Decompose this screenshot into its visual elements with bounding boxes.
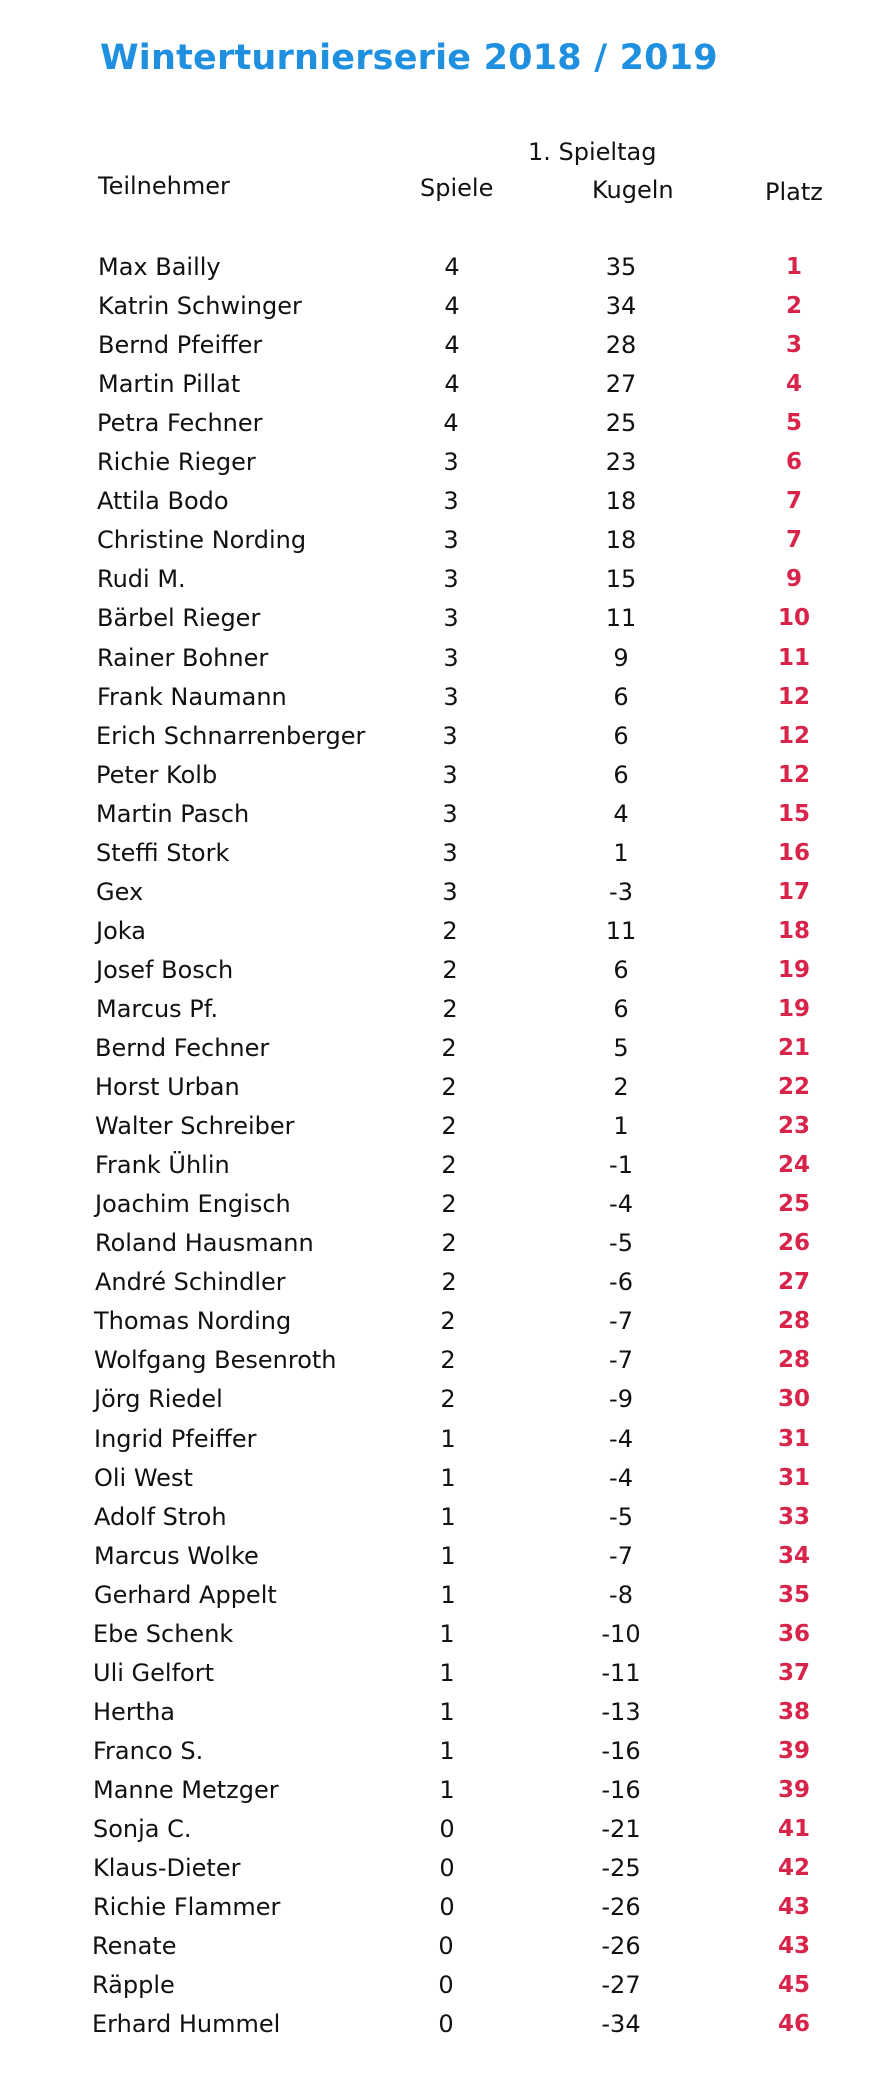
- participant-name: Josef Bosch: [96, 955, 234, 984]
- participant-name: André Schindler: [95, 1268, 286, 1297]
- rank: 21: [777, 1035, 810, 1061]
- column-header-spiele: Spiele: [420, 174, 494, 202]
- rank: 12: [777, 722, 810, 749]
- rank: 2: [785, 293, 802, 320]
- ball-score: 18: [605, 526, 637, 555]
- games-played: 1: [440, 1502, 456, 1531]
- games-played: 3: [442, 877, 458, 906]
- games-played: 3: [443, 565, 459, 594]
- rank: 7: [785, 488, 802, 515]
- ball-score: 6: [613, 682, 629, 711]
- table-row: [0, 643, 877, 681]
- games-played: 2: [442, 994, 458, 1023]
- rank: 4: [785, 371, 802, 398]
- rank: 25: [777, 1191, 810, 1218]
- participant-name: Martin Pasch: [96, 799, 250, 828]
- ball-score: 1: [613, 838, 629, 867]
- ball-score: -34: [601, 2010, 641, 2039]
- games-played: 3: [443, 643, 459, 672]
- ball-score: 6: [613, 955, 629, 984]
- participant-name: Martin Pillat: [98, 370, 241, 399]
- table-row: [0, 1384, 877, 1422]
- participant-name: Bärbel Rieger: [97, 604, 261, 633]
- participant-name: Franco S.: [93, 1736, 204, 1765]
- table-row: [0, 916, 877, 954]
- participant-name: Klaus-Dieter: [93, 1854, 241, 1883]
- rank: 1: [785, 254, 802, 280]
- games-played: 3: [443, 448, 459, 477]
- participant-name: Peter Kolb: [96, 760, 218, 789]
- ball-score: -16: [601, 1736, 641, 1765]
- ball-score: 2: [613, 1073, 629, 1102]
- games-played: 1: [440, 1580, 456, 1609]
- participant-name: Erhard Hummel: [92, 2010, 281, 2039]
- ball-score: -6: [609, 1268, 633, 1297]
- participant-name: Hertha: [93, 1697, 176, 1726]
- ball-score: -4: [609, 1190, 633, 1219]
- participant-name: Manne Metzger: [93, 1775, 279, 1804]
- rank: 7: [785, 527, 802, 554]
- ball-score: 5: [613, 1034, 629, 1062]
- rank: 36: [777, 1620, 810, 1647]
- participant-name: Oli West: [94, 1463, 193, 1492]
- participant-name: Bernd Fechner: [95, 1034, 270, 1062]
- table-row: [0, 2009, 877, 2047]
- games-played: 2: [442, 955, 458, 984]
- ball-score: -3: [609, 877, 633, 906]
- table-row: [0, 1970, 877, 2008]
- ball-score: 25: [605, 409, 637, 438]
- rank: 10: [777, 605, 810, 632]
- ball-score: -13: [601, 1697, 641, 1726]
- rank: 41: [777, 1816, 810, 1842]
- games-played: 0: [439, 1815, 455, 1843]
- participant-name: Erich Schnarrenberger: [96, 721, 366, 750]
- rank: 43: [777, 1894, 810, 1921]
- games-played: 2: [440, 1346, 456, 1375]
- participant-name: Jörg Riedel: [94, 1385, 223, 1414]
- participant-name: Gex: [96, 877, 144, 906]
- table-row: [0, 1814, 877, 1852]
- ball-score: -7: [609, 1346, 633, 1375]
- games-played: 1: [440, 1541, 456, 1570]
- participant-name: Rudi M.: [97, 565, 186, 594]
- table-row: [0, 1775, 877, 1813]
- rank: 46: [777, 2011, 810, 2038]
- ball-score: 6: [613, 994, 629, 1023]
- table-row: [0, 525, 877, 563]
- table-row: [0, 877, 877, 915]
- participant-name: Ebe Schenk: [93, 1619, 234, 1648]
- table-row: [0, 603, 877, 641]
- rank: 19: [777, 995, 810, 1022]
- games-played: 3: [442, 838, 458, 867]
- participant-name: Roland Hausmann: [95, 1229, 314, 1258]
- participant-name: Richie Rieger: [97, 448, 256, 477]
- rank: 39: [777, 1776, 810, 1803]
- ball-score: -7: [609, 1541, 633, 1570]
- ball-score: -9: [609, 1385, 633, 1414]
- rank: 43: [777, 1933, 810, 1960]
- ball-score: 6: [613, 760, 629, 789]
- ball-score: -26: [601, 1932, 641, 1961]
- table-row: [0, 1580, 877, 1618]
- games-played: 3: [443, 682, 459, 711]
- table-row: [0, 838, 877, 876]
- rank: 38: [777, 1698, 810, 1725]
- table-row: [0, 1306, 877, 1344]
- rank: 6: [785, 449, 802, 476]
- games-played: 0: [438, 1932, 454, 1961]
- games-played: 1: [439, 1736, 455, 1765]
- rank: 22: [777, 1074, 810, 1101]
- ball-score: 27: [605, 370, 637, 399]
- ball-score: 35: [605, 253, 637, 281]
- participant-name: Frank Ühlin: [95, 1151, 230, 1180]
- table-row: [0, 1189, 877, 1227]
- participant-name: Bernd Pfeiffer: [98, 331, 263, 360]
- rank: 5: [785, 410, 802, 437]
- participant-name: Uli Gelfort: [93, 1658, 214, 1687]
- rank: 19: [777, 956, 810, 983]
- rank: 33: [777, 1503, 810, 1530]
- games-played: 3: [442, 760, 458, 789]
- ball-score: 34: [605, 292, 637, 321]
- games-played: 2: [441, 1229, 457, 1258]
- participant-name: Joka: [96, 916, 146, 945]
- games-played: 1: [439, 1697, 455, 1726]
- ball-score: -27: [601, 1971, 641, 2000]
- rank: 45: [777, 1972, 810, 1999]
- participant-name: Steffi Stork: [96, 838, 230, 867]
- games-played: 1: [440, 1463, 456, 1492]
- ball-score: 28: [605, 331, 637, 360]
- rank: 34: [777, 1542, 810, 1569]
- ball-score: 4: [613, 799, 629, 828]
- table-row: [0, 1228, 877, 1266]
- rank: 24: [777, 1152, 810, 1179]
- rank: 9: [785, 566, 802, 593]
- games-played: 0: [439, 1893, 455, 1922]
- games-played: 2: [441, 1268, 457, 1297]
- ball-score: -16: [601, 1775, 641, 1804]
- participant-name: Räpple: [92, 1971, 175, 2000]
- participant-name: Ingrid Pfeiffer: [94, 1424, 257, 1453]
- column-header-platz: Platz: [765, 178, 823, 206]
- participant-name: Katrin Schwinger: [98, 292, 302, 321]
- participant-name: Renate: [92, 1932, 177, 1961]
- games-played: 0: [438, 1971, 454, 2000]
- participant-name: Horst Urban: [95, 1073, 240, 1102]
- ball-score: -1: [609, 1151, 633, 1180]
- ball-score: 11: [605, 604, 637, 633]
- games-played: 1: [439, 1619, 455, 1648]
- table-row: [0, 1853, 877, 1891]
- table-row: [0, 1072, 877, 1110]
- column-header-teilnehmer: Teilnehmer: [98, 172, 230, 200]
- participant-name: Richie Flammer: [93, 1893, 281, 1922]
- participant-name: Thomas Nording: [94, 1307, 292, 1336]
- table-row: [0, 1697, 877, 1735]
- table-row: [0, 1267, 877, 1305]
- games-played: 1: [439, 1775, 455, 1804]
- table-row: [0, 1033, 877, 1071]
- ball-score: -11: [601, 1658, 641, 1687]
- games-played: 2: [440, 1385, 456, 1414]
- ball-score: -4: [609, 1424, 633, 1453]
- games-played: 4: [444, 253, 460, 281]
- games-played: 2: [441, 1034, 457, 1062]
- ball-score: -4: [609, 1463, 633, 1492]
- rank: 39: [777, 1737, 810, 1764]
- participant-name: Attila Bodo: [97, 487, 229, 516]
- games-played: 4: [443, 409, 459, 438]
- table-row: [0, 994, 877, 1032]
- rank: 18: [777, 917, 810, 944]
- games-played: 2: [441, 1112, 457, 1141]
- games-played: 0: [439, 1854, 455, 1883]
- rank: 26: [777, 1230, 810, 1257]
- rank: 27: [777, 1269, 810, 1296]
- rank: 28: [777, 1308, 810, 1335]
- ball-score: -7: [609, 1307, 633, 1336]
- rank: 35: [777, 1581, 810, 1608]
- rank: 31: [777, 1464, 810, 1491]
- table-row: [0, 291, 877, 329]
- table-row: [0, 760, 877, 798]
- table-row: [0, 1502, 877, 1540]
- games-played: 4: [444, 292, 460, 321]
- ball-score: -5: [609, 1229, 633, 1258]
- ball-score: 23: [605, 448, 637, 477]
- rank: 16: [777, 839, 810, 866]
- table-row: [0, 1892, 877, 1930]
- table-row: [0, 1111, 877, 1149]
- rank: 23: [777, 1113, 810, 1140]
- rank: 17: [777, 878, 810, 905]
- participant-name: Joachim Engisch: [95, 1190, 291, 1219]
- games-played: 2: [441, 1151, 457, 1180]
- participant-name: Gerhard Appelt: [94, 1580, 277, 1609]
- participant-name: Marcus Pf.: [96, 994, 219, 1023]
- rank: 37: [777, 1659, 810, 1686]
- games-played: 2: [441, 1073, 457, 1102]
- table-row: [0, 682, 877, 720]
- table-row: [0, 1931, 877, 1969]
- participant-name: Christine Nording: [97, 526, 307, 555]
- games-played: 3: [443, 487, 459, 516]
- table-row: [0, 408, 877, 446]
- table-row: [0, 1345, 877, 1383]
- table-row: [0, 1658, 877, 1696]
- ball-score: 1: [613, 1112, 629, 1141]
- ball-score: 18: [605, 487, 637, 516]
- table-row: [0, 799, 877, 837]
- ball-score: -5: [609, 1502, 633, 1531]
- rank: 30: [777, 1386, 810, 1413]
- table-row: [0, 1150, 877, 1188]
- table-row: [0, 486, 877, 524]
- table-row: [0, 721, 877, 759]
- table-row: [0, 564, 877, 602]
- games-played: 3: [443, 526, 459, 555]
- rank: 12: [777, 761, 810, 788]
- ball-score: 11: [605, 916, 637, 945]
- table-row: [0, 1463, 877, 1501]
- column-header-spieltag: 1. Spieltag: [528, 138, 657, 166]
- games-played: 1: [440, 1424, 456, 1453]
- ball-score: 9: [613, 643, 629, 672]
- participant-name: Max Bailly: [98, 253, 221, 281]
- ball-score: -10: [601, 1619, 641, 1648]
- games-played: 2: [442, 916, 458, 945]
- participant-name: Frank Naumann: [97, 682, 287, 711]
- games-played: 1: [439, 1658, 455, 1687]
- participant-name: Marcus Wolke: [94, 1541, 259, 1570]
- table-row: [0, 1736, 877, 1774]
- ball-score: -8: [609, 1580, 633, 1609]
- table-row: [0, 1619, 877, 1657]
- rank: 3: [785, 332, 802, 359]
- table-row: [0, 447, 877, 485]
- participant-name: Walter Schreiber: [95, 1112, 295, 1141]
- table-row: [0, 955, 877, 993]
- rank: 42: [777, 1855, 810, 1882]
- rank: 15: [777, 800, 810, 827]
- participant-name: Petra Fechner: [97, 409, 263, 438]
- table-row: [0, 1541, 877, 1579]
- games-played: 3: [442, 799, 458, 828]
- ball-score: 6: [613, 721, 629, 750]
- ball-score: -21: [601, 1815, 641, 1843]
- page-title: Winterturnierserie 2018 / 2019: [100, 38, 718, 78]
- games-played: 0: [438, 2010, 454, 2039]
- participant-name: Rainer Bohner: [97, 643, 269, 672]
- games-played: 4: [444, 331, 460, 360]
- games-played: 3: [443, 604, 459, 633]
- table-row: [0, 252, 877, 290]
- table-row: [0, 330, 877, 368]
- games-played: 4: [444, 370, 460, 399]
- ball-score: -26: [601, 1893, 641, 1922]
- rank: 31: [777, 1425, 810, 1452]
- ball-score: -25: [601, 1854, 641, 1883]
- rank: 12: [777, 683, 810, 710]
- games-played: 3: [442, 721, 458, 750]
- rank: 28: [777, 1347, 810, 1374]
- games-played: 2: [441, 1190, 457, 1219]
- participant-name: Adolf Stroh: [94, 1502, 227, 1531]
- table-row: [0, 369, 877, 407]
- participant-name: Sonja C.: [93, 1815, 192, 1843]
- column-header-kugeln: Kugeln: [592, 176, 674, 204]
- games-played: 2: [440, 1307, 456, 1336]
- ball-score: 15: [605, 565, 637, 594]
- table-row: [0, 1424, 877, 1462]
- rank: 11: [777, 644, 810, 671]
- participant-name: Wolfgang Besenroth: [94, 1346, 337, 1375]
